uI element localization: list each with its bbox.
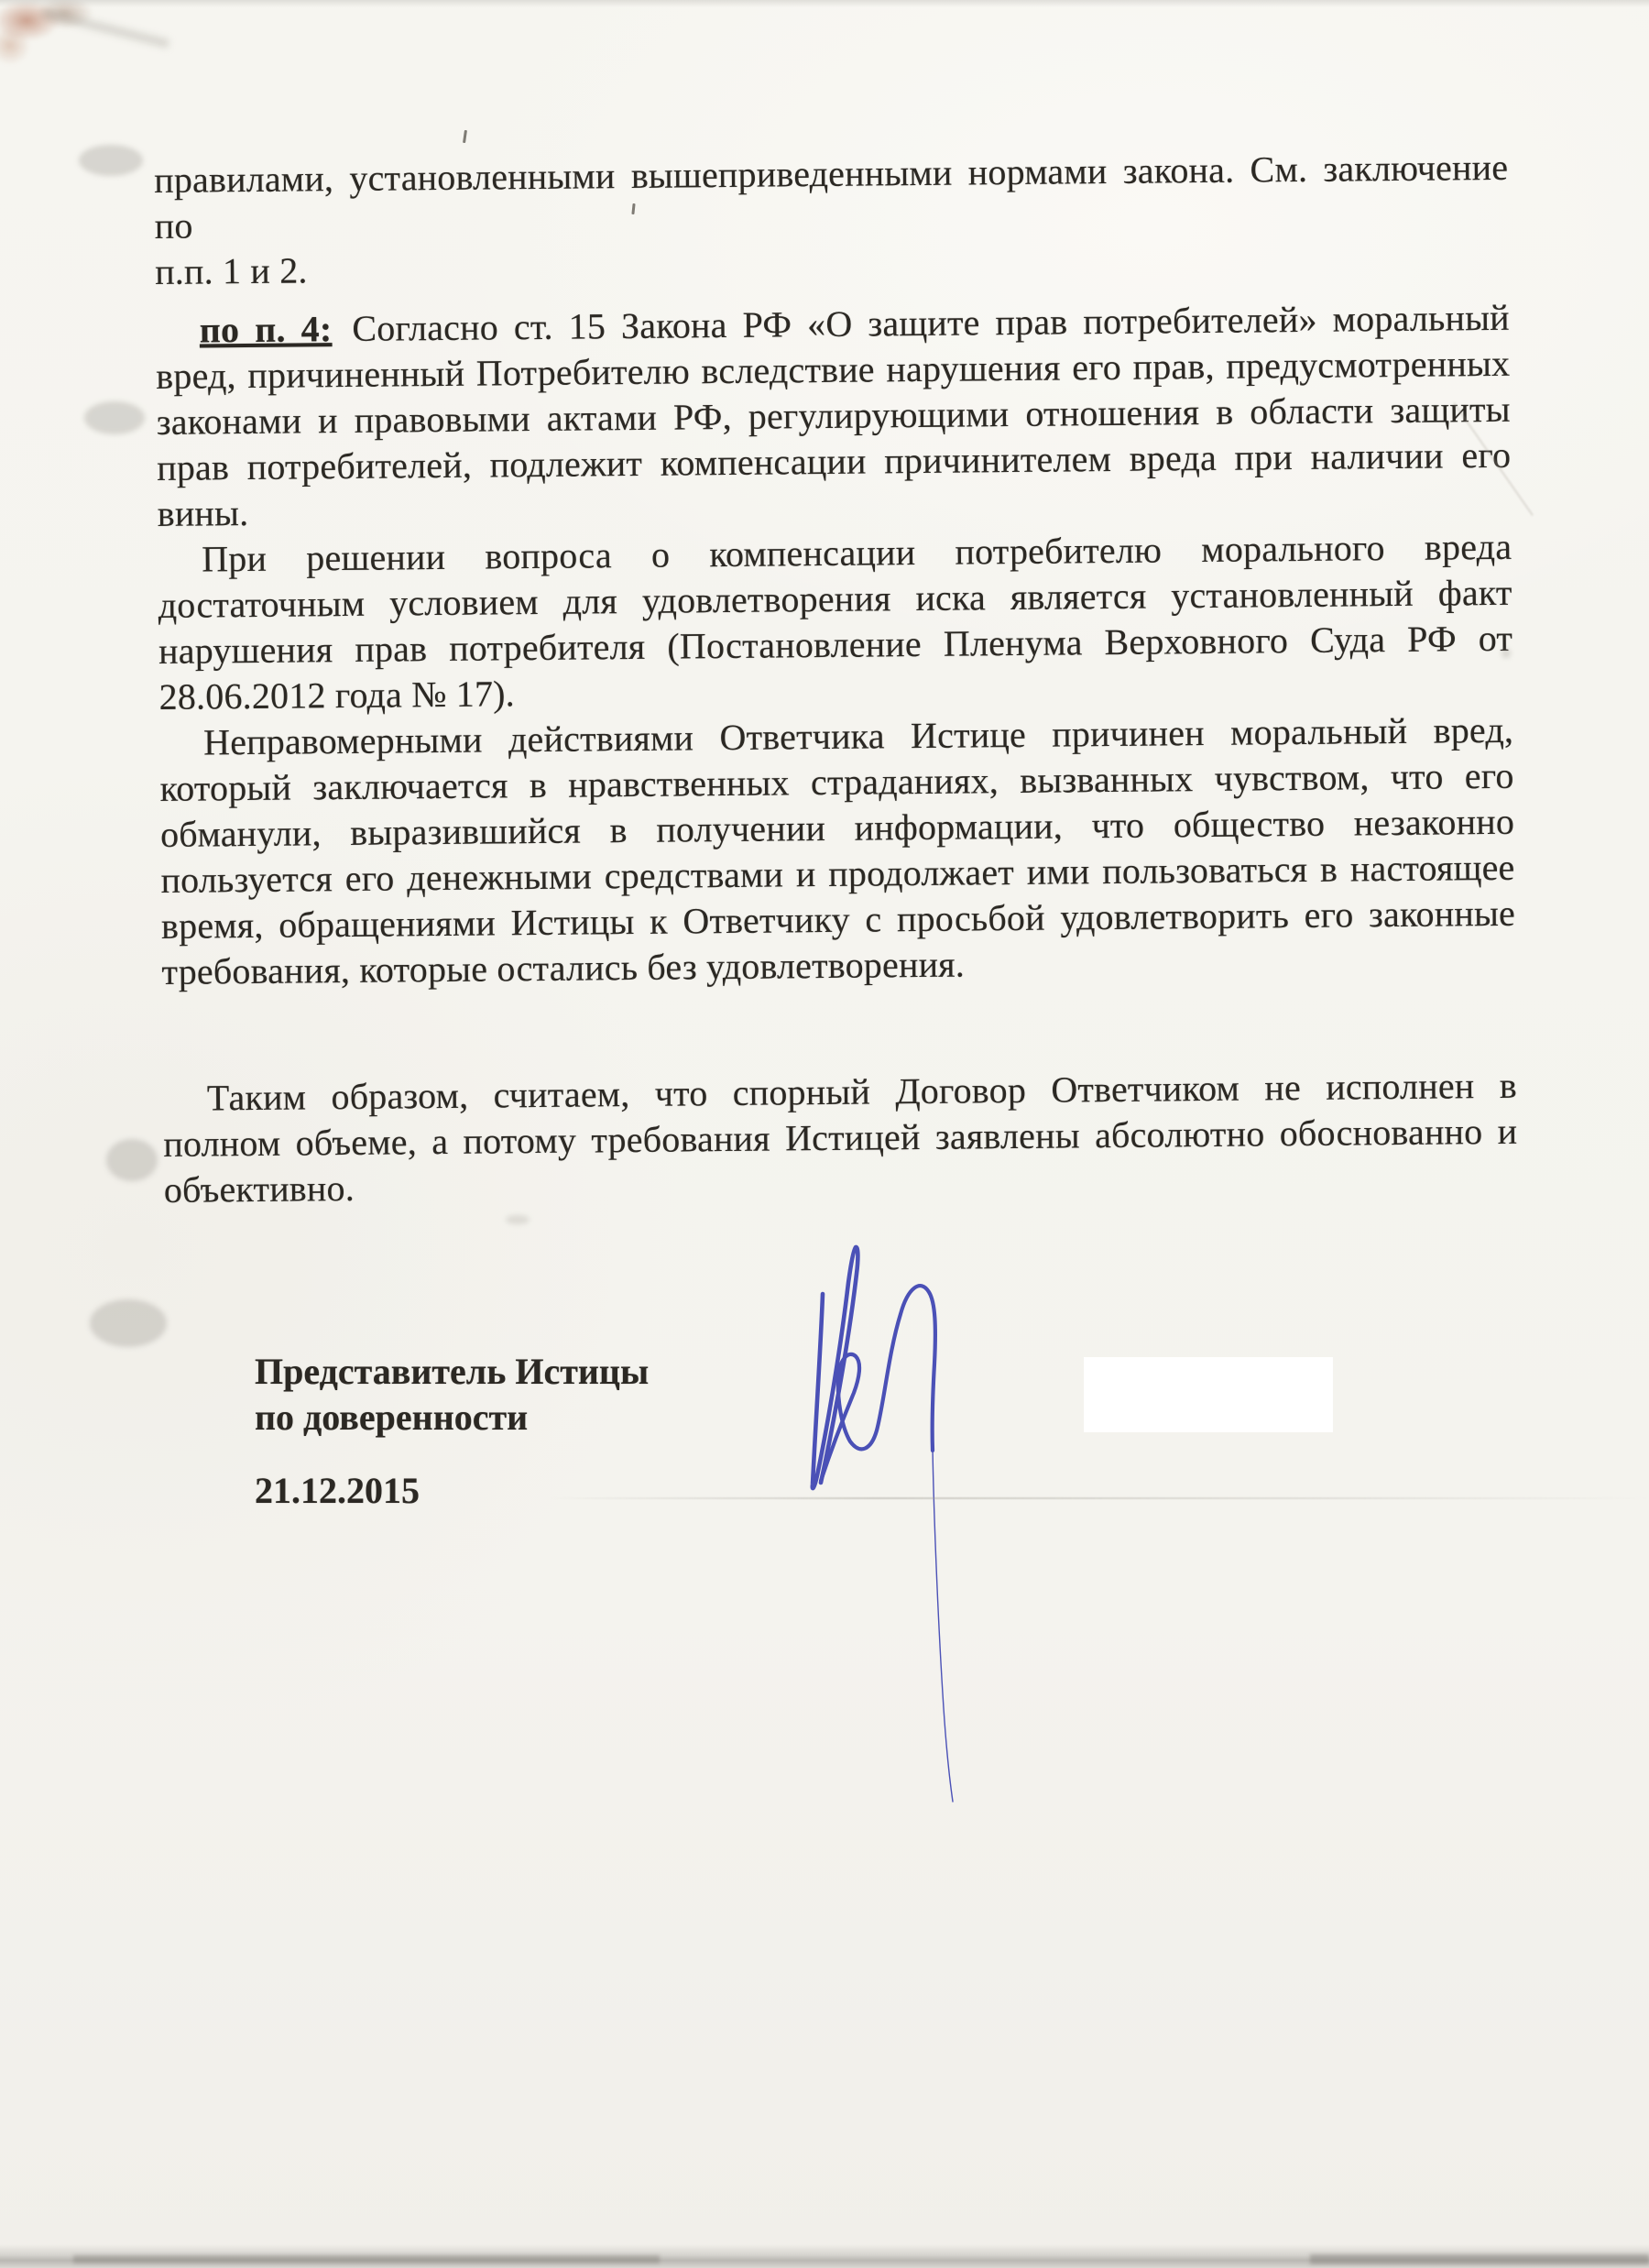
paragraph [158, 524, 1513, 720]
signature-date: 21.12.2015 [255, 1470, 420, 1511]
signatory-role-line1: Представитель Истицы [255, 1351, 650, 1392]
clause-label: по п. 4: [199, 308, 333, 351]
text-line: время, обращениями Истицы к Ответчику с просьбой удовлетворить его законные [160, 892, 1516, 947]
text-line: Таким образом, считаем, что спорный Договор Ответчиком не исполнен в [206, 1064, 1518, 1119]
text-line: законами и правовыми актами РФ, регулирующими отношения в области защиты [156, 388, 1511, 443]
scan-edge-shadow [1310, 2254, 1649, 2264]
corner-smudge [0, 0, 110, 66]
text-line: требования, которые остались без удовлетворения. [161, 943, 966, 992]
signature-block [255, 1349, 649, 1514]
paragraph [154, 145, 1509, 295]
handwritten-signature [784, 1235, 1004, 1831]
text-line: Неправомерными действиями Ответчика Истице причинен моральный вред, [202, 708, 1514, 763]
paragraph [156, 295, 1512, 537]
scan-smudge [90, 1299, 167, 1347]
scan-smudge [79, 145, 143, 176]
scan-smudge [106, 1139, 158, 1181]
scan-smudge [506, 1215, 530, 1224]
text-line: вред, причиненный Потребителю вследствие нарушения его прав, предусмотренных [156, 342, 1511, 397]
scan-speck [1502, 649, 1511, 658]
text-line: вины. [157, 492, 249, 534]
text-line: правилами, установленными вышеприведенными нормами закона. См. заключение по [154, 146, 1509, 247]
redaction-box [1084, 1357, 1333, 1432]
text-line: При решении вопроса о компенсации потребителю морального вреда [201, 525, 1512, 580]
text-line: который заключается в нравственных страданиях, вызванных чувством, что его [159, 754, 1514, 809]
text-line: полном объеме, а потому требования Истицей заявлены абсолютно обоснованно и [163, 1110, 1518, 1165]
text-block [154, 145, 1518, 1213]
text-line: 28.06.2012 года № 17). [158, 673, 516, 718]
text-line: пользуется его денежными средствами и продолжает ими пользоваться в настоящее [160, 846, 1515, 901]
paragraph [159, 707, 1516, 995]
paper-crease [550, 1497, 1649, 1499]
scan-edge-shadow [73, 2255, 660, 2263]
text-line: объективно. [163, 1167, 355, 1211]
text-line: нарушения прав потребителя (Постановление Пленума Верховного Суда РФ от [158, 617, 1513, 672]
text-line: достаточным условием для удовлетворения иска является установленный факт [158, 571, 1512, 626]
text-line: обманули, выразившийся в получении информации, что общество незаконно [159, 800, 1515, 855]
signatory-role-line2: по доверенности [255, 1397, 529, 1438]
text-line: прав потребителей, подлежит компенсации причинителем вреда при наличии его [157, 433, 1512, 488]
scan-smudge [84, 401, 145, 434]
text-line: п.п. 1 и 2. [154, 249, 308, 292]
ink-speck [463, 130, 467, 143]
paragraph [163, 1063, 1518, 1213]
text-run: Согласно ст. 15 Закона РФ «О защите прав потребителей» моральный [352, 296, 1510, 349]
scan-edge-top [0, 0, 1649, 7]
